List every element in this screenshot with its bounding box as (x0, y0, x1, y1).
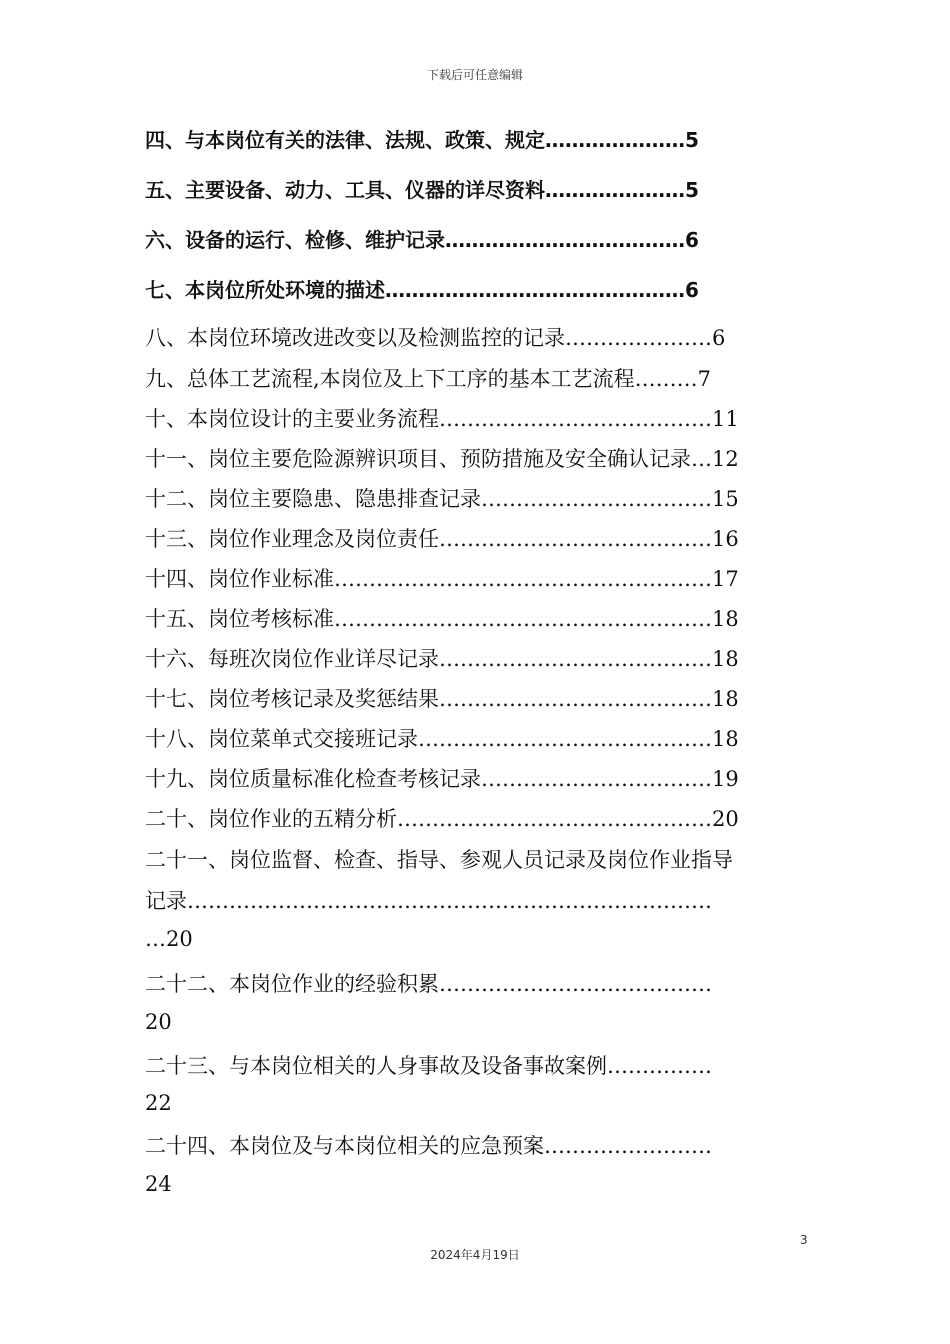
footer-date: 2024年4月19日 (430, 1248, 520, 1262)
toc-entry[interactable]: 十二、岗位主要隐患、隐患排查记录……………………………15 (145, 487, 739, 511)
toc-entry[interactable]: 二十、岗位作业的五精分析………………………………………20 (145, 807, 739, 831)
toc-entry[interactable]: 九、总体工艺流程,本岗位及上下工序的基本工艺流程………7 (145, 367, 712, 391)
toc-entry[interactable]: 八、本岗位环境改进改变以及检测监控的记录…………………6 (145, 326, 726, 350)
toc-entry-continuation[interactable]: 记录………………………………………………………………… (145, 889, 712, 913)
toc-entry[interactable]: 十三、岗位作业理念及岗位责任…………………………………16 (145, 527, 739, 551)
toc-entry[interactable]: 十、本岗位设计的主要业务流程…………………………………11 (145, 407, 739, 431)
toc-entry[interactable]: 七、本岗位所处环境的描述………………………………………6 (145, 278, 699, 302)
toc-entry[interactable]: 五、主要设备、动力、工具、仪器的详尽资料…………………5 (145, 178, 699, 202)
toc-entry-page[interactable]: 24 (145, 1172, 172, 1196)
toc-entry[interactable]: 六、设备的运行、检修、维护记录………………………………6 (145, 228, 699, 252)
toc-entry[interactable]: 十八、岗位菜单式交接班记录……………………………………18 (145, 727, 739, 751)
toc-entry[interactable]: 十四、岗位作业标准………………………………………………17 (145, 567, 739, 591)
toc-entry-page[interactable]: 22 (145, 1091, 172, 1115)
toc-entry[interactable]: 二十一、岗位监督、检查、指导、参观人员记录及岗位作业指导 (145, 848, 733, 872)
toc-entry[interactable]: 十九、岗位质量标准化检查考核记录……………………………19 (145, 767, 739, 791)
toc-entry[interactable]: 二十四、本岗位及与本岗位相关的应急预案…………………… (145, 1134, 712, 1158)
toc-entry[interactable]: 十七、岗位考核记录及奖惩结果…………………………………18 (145, 687, 739, 711)
toc-entry[interactable]: 二十二、本岗位作业的经验积累………………………………… (145, 972, 712, 996)
toc-entry[interactable]: 二十三、与本岗位相关的人身事故及设备事故案例…………… (145, 1054, 712, 1078)
toc-entry-page[interactable]: 20 (145, 1010, 172, 1034)
toc-entry[interactable]: 十一、岗位主要危险源辨识项目、预防措施及安全确认记录…12 (145, 447, 739, 471)
page-header: 下载后可任意编辑 (426, 68, 523, 82)
toc-entry[interactable]: 十五、岗位考核标准………………………………………………18 (145, 607, 739, 631)
page-number: 3 (800, 1233, 808, 1247)
toc-entry[interactable]: 四、与本岗位有关的法律、法规、政策、规定…………………5 (145, 128, 699, 152)
toc-entry[interactable]: 十六、每班次岗位作业详尽记录…………………………………18 (145, 647, 739, 671)
toc-entry-page[interactable]: …20 (145, 927, 193, 951)
